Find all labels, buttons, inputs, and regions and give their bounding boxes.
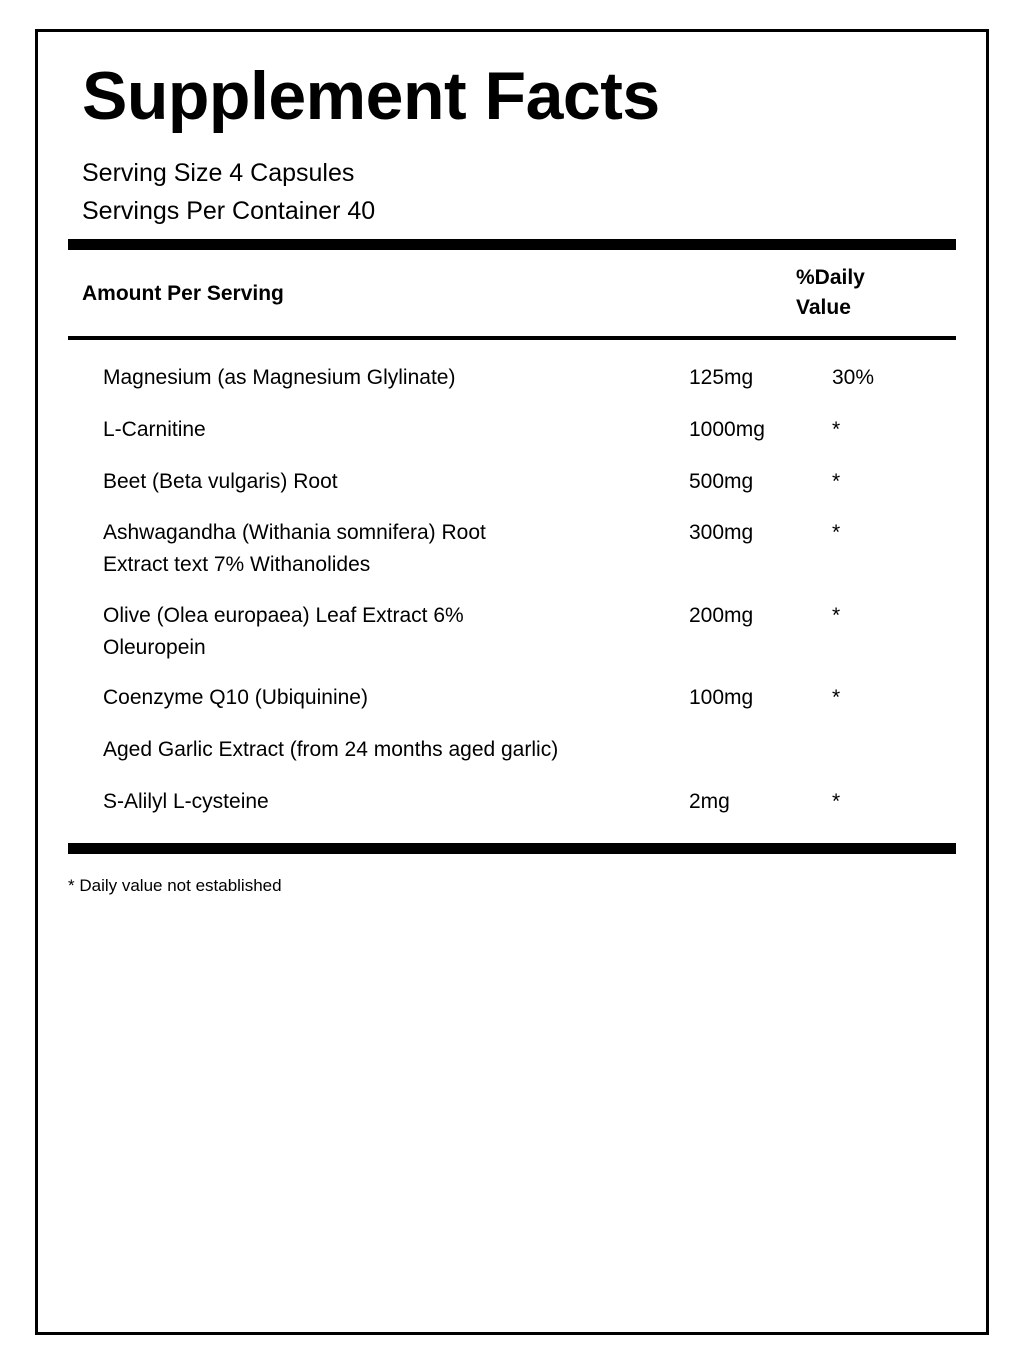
ingredient-daily-value: * <box>832 686 841 709</box>
ingredient-name-line: Ashwagandha (Withania somnifera) Root <box>103 521 486 544</box>
daily-value-header <box>796 263 916 323</box>
ingredient-daily-value: 30% <box>832 366 875 389</box>
ingredient-name <box>103 786 663 818</box>
ingredient-daily-value: * <box>832 470 841 493</box>
ingredient-daily-value: * <box>832 604 841 627</box>
ingredient-name <box>103 414 663 446</box>
ingredient-name-line: L-Carnitine <box>103 418 206 441</box>
ingredient-amount: 200mg <box>689 604 754 627</box>
ingredient-amount: 300mg <box>689 521 754 544</box>
daily-value-header-line2: Value <box>796 296 851 319</box>
thick-divider-bottom <box>68 843 956 854</box>
header-divider <box>68 336 956 340</box>
thick-divider-top <box>68 239 956 250</box>
ingredient-name-line: S-Alilyl L-cysteine <box>103 790 269 813</box>
ingredient-name-line: Extract text 7% Withanolides <box>103 553 371 576</box>
ingredient-amount: 500mg <box>689 470 754 493</box>
ingredient-amount: 100mg <box>689 686 754 709</box>
ingredient-name <box>103 362 663 394</box>
ingredient-name <box>103 600 663 664</box>
ingredient-daily-value: * <box>832 418 841 441</box>
ingredient-name-line: Beet (Beta vulgaris) Root <box>103 470 338 493</box>
ingredient-name-line: Olive (Olea europaea) Leaf Extract 6% <box>103 604 464 627</box>
ingredient-name <box>103 517 663 581</box>
footnote: * Daily value not established <box>68 876 282 895</box>
ingredient-daily-value: * <box>832 790 841 813</box>
label-title: Supplement Facts <box>82 58 660 134</box>
ingredient-name-line: Magnesium (as Magnesium Glylinate) <box>103 366 456 389</box>
serving-size: Serving Size 4 Capsules <box>82 159 355 187</box>
ingredient-name-line: Oleuropein <box>103 636 206 659</box>
servings-per-container: Servings Per Container 40 <box>82 197 376 225</box>
daily-value-header-line1: %Daily <box>796 266 865 289</box>
ingredient-name-line: Coenzyme Q10 (Ubiquinine) <box>103 686 368 709</box>
ingredient-name-line: Aged Garlic Extract (from 24 months aged garlic) <box>103 738 559 761</box>
ingredient-daily-value: * <box>832 521 841 544</box>
ingredient-name <box>103 682 663 714</box>
ingredient-amount: 125mg <box>689 366 754 389</box>
ingredient-name <box>103 466 663 498</box>
ingredient-amount: 1000mg <box>689 418 765 441</box>
amount-per-serving-header: Amount Per Serving <box>82 282 284 305</box>
ingredient-name <box>103 734 703 766</box>
ingredient-amount: 2mg <box>689 790 730 813</box>
